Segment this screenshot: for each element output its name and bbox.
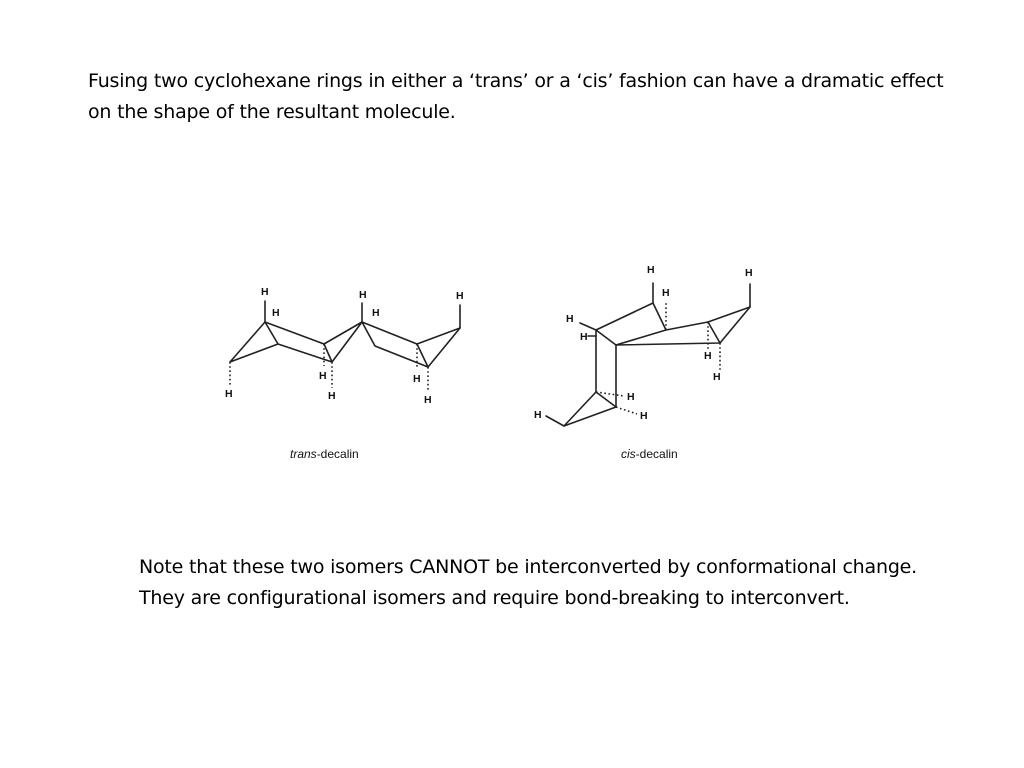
trans-prefix: trans <box>290 447 317 461</box>
hydrogen-label: H <box>704 350 712 362</box>
cis-prefix: cis <box>621 447 636 461</box>
hydrogen-label: H <box>566 313 574 325</box>
hydrogen-label: H <box>272 307 280 319</box>
hydrogen-label: H <box>640 410 648 422</box>
hydrogen-label: H <box>359 289 367 301</box>
cis-suffix: -decalin <box>635 447 678 461</box>
cis-decalin-caption <box>621 447 678 461</box>
note-text: Note that these two isomers CANNOT be interconverted by conformational change. They are configurational isomers and require bond-breaking to interconvert. <box>139 556 918 609</box>
hydrogen-label: H <box>456 290 464 302</box>
hydrogen-label: H <box>328 390 336 402</box>
hydrogen-label: H <box>534 409 542 421</box>
trans-decalin-caption <box>290 447 359 461</box>
intro-text: Fusing two cyclohexane rings in either a ‘trans’ or a ‘cis’ fashion can have a dramatic effect on the shape of the resultant molecule. <box>88 70 944 123</box>
hydrogen-label: H <box>225 388 233 400</box>
hydrogen-label: H <box>713 371 721 383</box>
hydrogen-label: H <box>261 286 269 298</box>
hydrogen-label: H <box>662 287 670 299</box>
hydrogen-label: H <box>745 267 753 279</box>
hydrogen-label: H <box>372 307 380 319</box>
hydrogen-label: H <box>413 373 421 385</box>
cis-decalin-structure <box>546 283 750 426</box>
hydrogen-label: H <box>580 331 588 343</box>
trans-suffix: -decalin <box>316 447 359 461</box>
hydrogen-label: H <box>319 370 327 382</box>
hydrogen-label: H <box>627 391 635 403</box>
hydrogen-label: H <box>424 394 432 406</box>
trans-decalin-structure <box>230 301 460 392</box>
hydrogen-label: H <box>647 264 655 276</box>
